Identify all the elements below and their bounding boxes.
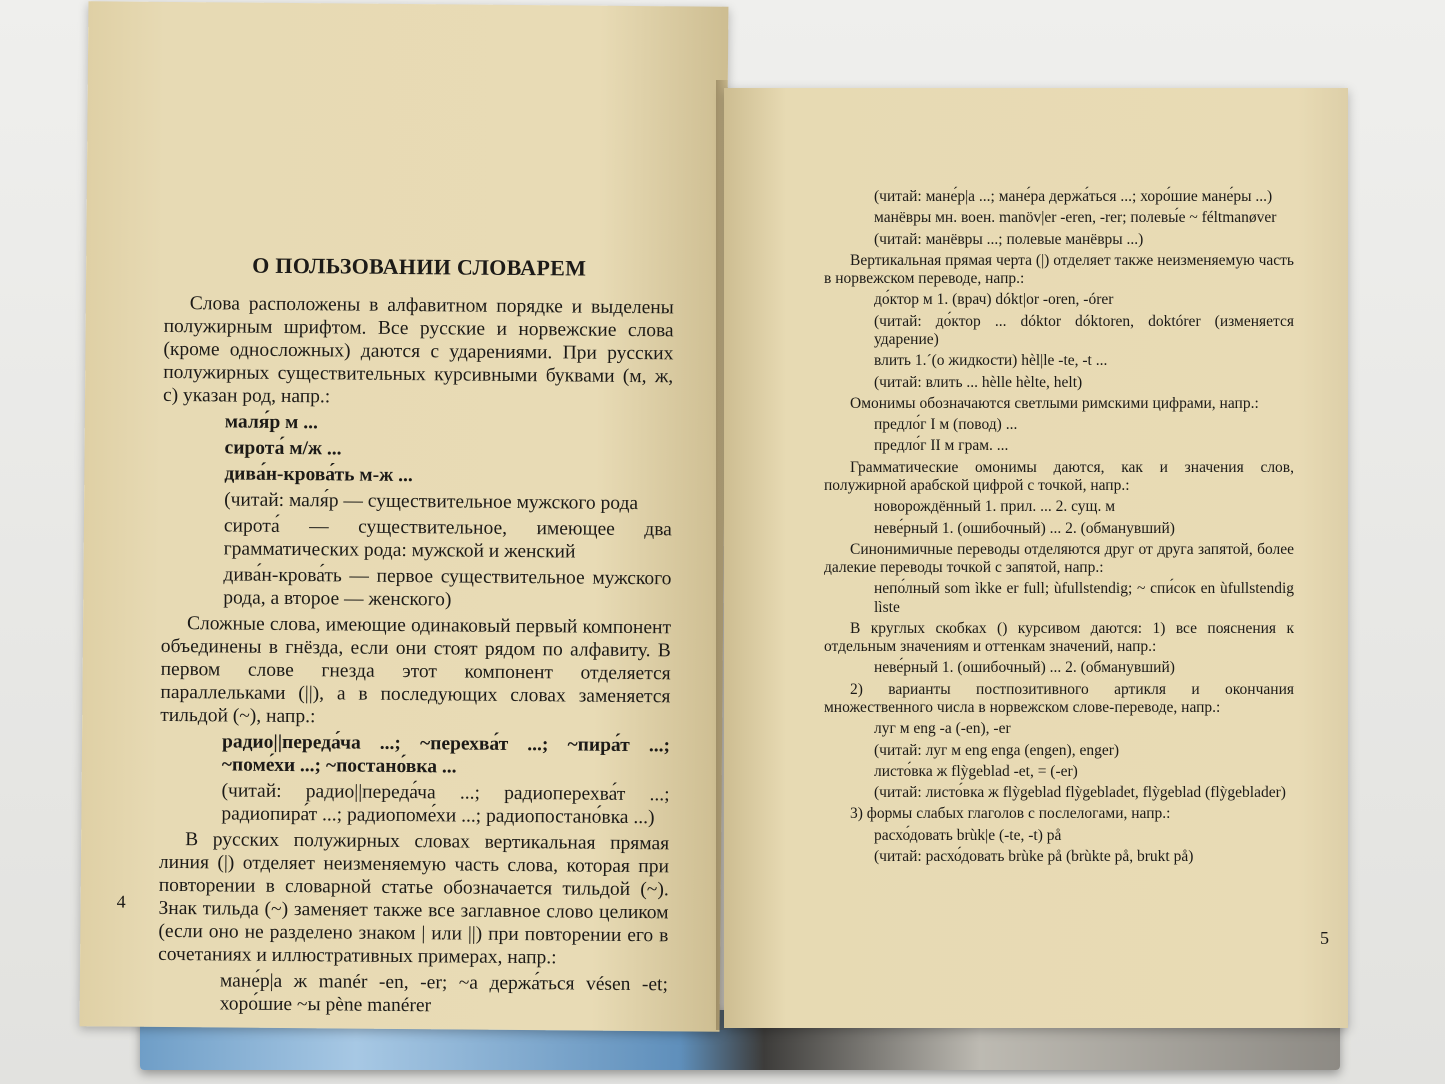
example: расхо́довать brùk|e (-te, -t) på: [874, 826, 1062, 844]
paragraph: Вертикальная прямая черта (|) отделяет также неизменяемую часть в норвежском переводе, напр.:: [824, 251, 1294, 288]
example: неве́рный 1. (ошибочный) ... 2. (обманувший): [874, 519, 1175, 537]
example: манёвры мн. воен. manöv|er -eren, -rer; полевы́е ~ féltmanøver: [874, 209, 1277, 227]
paragraph: Слова расположены в алфавитном порядке и выделены полужирным шрифтом. Все русские и норвежские слова (кроме односложных) даются с ударениями. При русских полужирных существительных курсивными буквами (м, ж, с) указан род, напр.:: [162, 293, 674, 408]
example-note: (читай: листо́вка ж flỳgeblad flỳgebladet, flỳgeblad (flỳgeblader): [874, 784, 1286, 802]
left-text-block: [158, 292, 674, 1022]
example-note: сирота́ — существительное, имеющее два грамматических рода: мужской и женский: [223, 515, 672, 563]
page-title: О ПОЛЬЗОВАНИИ СЛОВАРЕМ: [252, 252, 587, 281]
example: до́ктор м 1. (врач) dókt|or -oren, -órer: [874, 291, 1114, 309]
example-note: (читай: до́ктор ... dóktor dóktoren, doktórer (изменяется ударение): [874, 312, 1294, 348]
example: радио||переда́ча ...; ~перехва́т ...; ~пира́т ...; ~поме́хи ...; ~постано́вка ...: [221, 731, 671, 778]
paragraph: Грамматические омонимы даются, как и значения слов, полужирной арабской цифрой с точкой, напр.:: [824, 458, 1294, 494]
example: луг м eng -a (-en), -er: [874, 720, 1011, 738]
example-note: (читай: расхо́довать brùke på (brùkte på, brukt på): [874, 848, 1194, 865]
example: мане́р|а ж manér -en, -er; ~а держа́ться vésen -et; хоро́шие ~ы pène manérer: [219, 970, 669, 1017]
paragraph: 3) формы слабых глаголов с послелогами, напр.:: [850, 805, 1171, 823]
paragraph: Синонимичные переводы отделяются друг от друга запятой, более далекие переводы точкой с запятой, напр.:: [824, 540, 1294, 577]
example-note: (читай: маля́р — существительное мужского рода: [224, 489, 639, 515]
page-number-right: 5: [1320, 928, 1329, 948]
example: маля́р м ...: [224, 411, 318, 434]
example: листо́вка ж flỳgeblad -et, = (-er): [874, 762, 1078, 780]
example-note: (читай: радио||переда́ча ...; радиоперехва́т ...; радиопира́т ...; радиопоме́хи ...; радиопостано́вка ...): [221, 780, 670, 829]
example-note: (читай: мане́р|а ...; мане́ра держа́ться ...; хоро́шие мане́ры ...): [874, 188, 1273, 205]
example-note: (читай: манёвры ...; полевые манёвры ...): [874, 230, 1144, 248]
paragraph: В круглых скобках () курсивом даются: 1) все пояснения к отдельным значениям и оттенкам значений, напр.:: [824, 619, 1294, 656]
right-page: [724, 88, 1348, 1028]
example: непо́лный som ìkke er full; ùfullstendig; ~ спи́сок en ùfullstendig lìste: [874, 580, 1294, 616]
example: сирота́ м/ж ...: [224, 437, 342, 460]
left-page: [80, 1, 729, 1032]
right-text-block: [824, 188, 1294, 869]
paragraph: Омонимы обозначаются светлыми римскими цифрами, напр.:: [850, 394, 1259, 412]
paragraph: Сложные слова, имеющие одинаковый первый компонент объединены в гнёзда, если они стоят рядом по алфавиту. В первом слове гнезда этот компонент отделяется параллельками (||), а в последующих словах заменяется тильдой (~), напр.:: [160, 613, 672, 728]
page-number-left: 4: [116, 891, 126, 912]
example: неве́рный 1. (ошибочный) ... 2. (обманувший): [874, 659, 1175, 677]
example-note: дива́н-крова́ть — первое существительное мужского рода, а второе — женского): [223, 564, 672, 611]
example-note: (читай: луг м eng enga (engen), enger): [874, 741, 1120, 759]
example: предло́г II м грам. ...: [874, 437, 1009, 455]
paragraph: 2) варианты постпозитивного артикля и окончания множественного числа в норвежском слове-переводе, напр.:: [824, 680, 1294, 717]
example: влить 1.ˊ(о жидкости) hèl|le -te, -t ...: [874, 352, 1108, 370]
example-note: (читай: влить ... hèlle hèlte, helt): [874, 373, 1083, 391]
example: предло́г I м (повод) ...: [874, 416, 1018, 434]
example: дива́н-крова́ть м-ж ...: [224, 463, 413, 487]
example: новорождённый 1. прил. ... 2. сущ. м: [874, 498, 1116, 516]
paragraph: В русских полужирных словах вертикальная прямая линия (|) отделяет неизменяемую часть слова, которая при повторении в словарной статье обозначается тильдой (~). Знак тильда (~) заменяет также все заглавное слово целиком (если оно не разделено знаком | или ||) при повторении его в сочетаниях и иллюстративных примерах, напр.:: [158, 829, 670, 969]
